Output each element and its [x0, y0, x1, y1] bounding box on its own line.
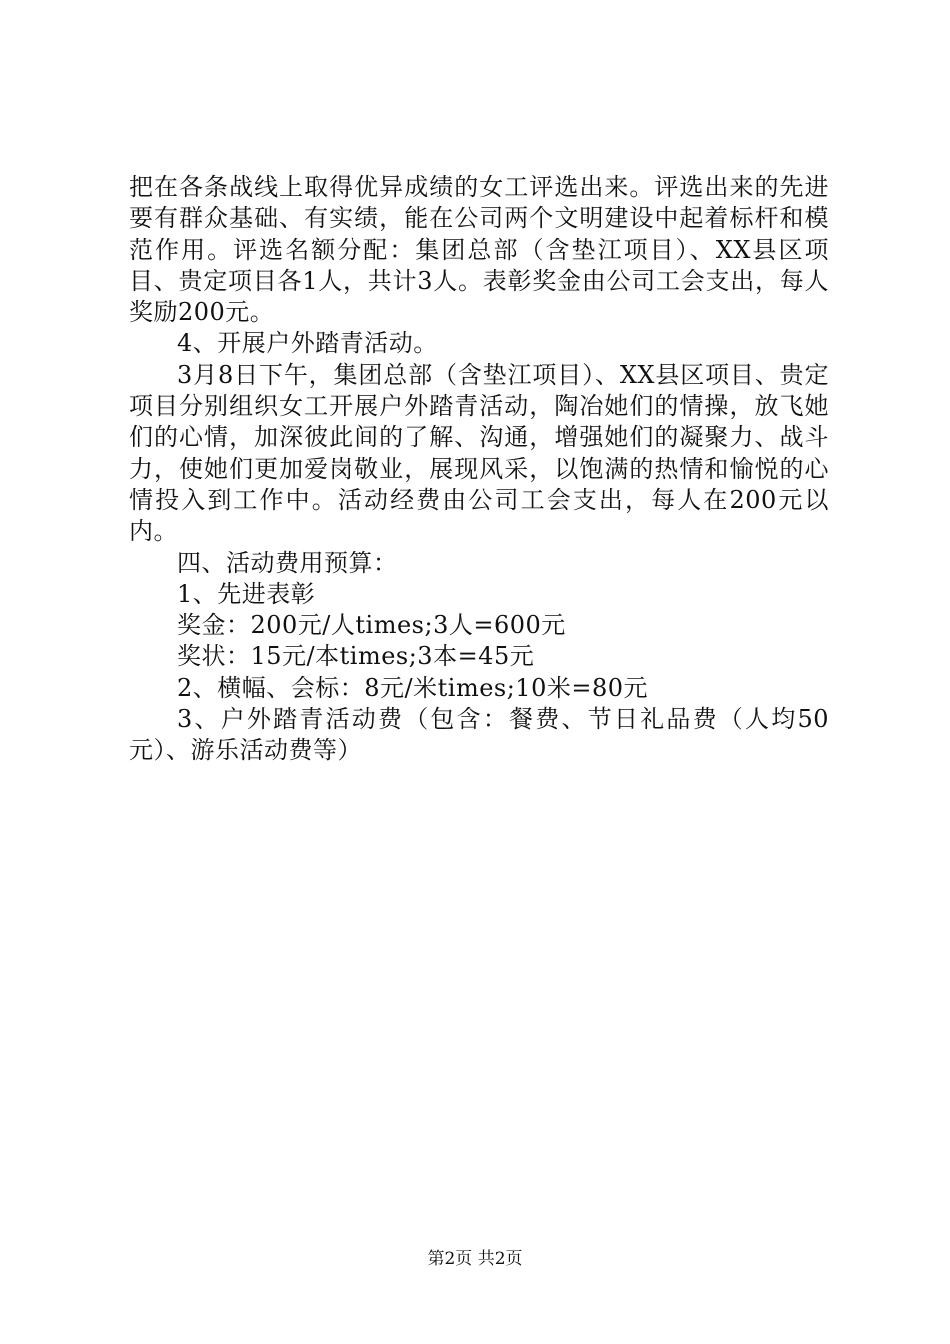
paragraph-outing-fee-line: 3、户外踏青活动费（包含：餐费、节日礼品费（人均50元）、游乐活动费等） [129, 705, 829, 765]
paragraph-banner-line: 2、横幅、会标：8元/米times;10米=80元 [177, 673, 648, 702]
document-body [129, 172, 829, 767]
paragraph-commendation-heading: 1、先进表彰 [177, 579, 316, 608]
paragraph-outing-heading: 4、开展户外踏青活动。 [177, 329, 438, 358]
paragraph-certificate-line: 奖状：15元/本times;3本=45元 [177, 642, 535, 671]
paragraph-bonus-line: 奖金：200元/人times;3人=600元 [177, 611, 566, 640]
page-footer: 第2页 共2页 [427, 1249, 523, 1269]
paragraph-outing-details: 3月8日下午，集团总部（含垫江项目）、XX县区项目、贵定项目分别组织女工开展户外踏青活动，陶冶她们的情操，放飞她们的心情，加深彼此间的了解、沟通，增强她们的凝聚力、战斗力，使她们更加爱岗敬业，展现风采，以饱满的热情和愉悦的心情投入到工作中。活动经费由公司工会支出，每人在200元以内。 [129, 360, 829, 546]
paragraph-award-selection: 把在各条战线上取得优异成绩的女工评选出来。评选出来的先进要有群众基础、有实绩，能在公司两个文明建设中起着标杆和模范作用。评选名额分配：集团总部（含垫江项目）、XX县区项目、贵定项目各1人，共计3人。表彰奖金由公司工会支出，每人奖励200元。 [129, 173, 829, 327]
paragraph-budget-heading: 四、活动费用预算： [177, 548, 398, 577]
